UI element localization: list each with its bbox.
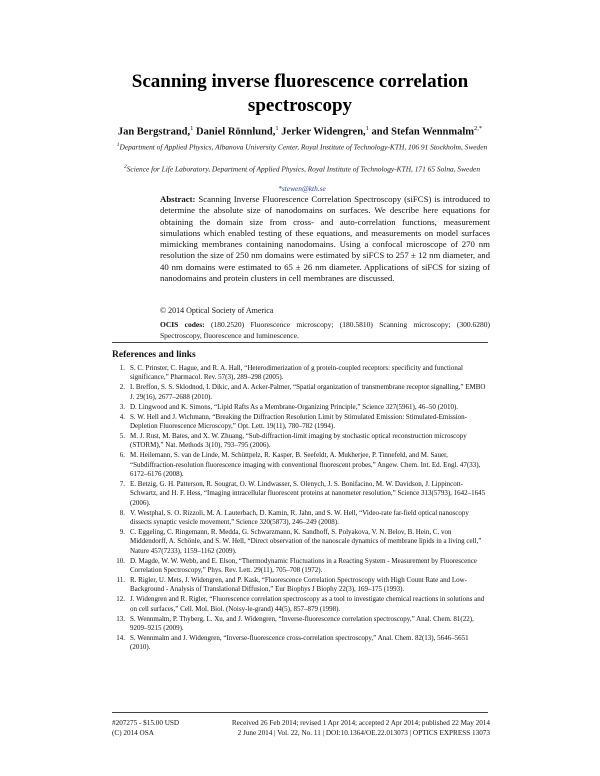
- reference-item: [112, 432, 488, 451]
- reference-item: [112, 634, 488, 653]
- reference-text: R. Rigler, U. Mets, J. Widengren, and P. Kask, “Fluorescence Correlation Spectroscopy with High Count Rate and Low-Background - Analysis of Translational Diffusion,” Eur Biophys J Biophy 22(3), 169–175 (1993).: [130, 575, 467, 594]
- reference-item: [112, 576, 488, 595]
- reference-item: [112, 509, 488, 528]
- copyright-notice: © 2014 Optical Society of America: [160, 306, 274, 315]
- affiliation-marker: 1: [116, 142, 120, 148]
- reference-text: J. Widengren and R. Rigler, “Fluorescence correlation spectroscopy as a tool to investigate chemical reactions in solutions and on cell surfaces,” Cell. Mol. Biol. (Noisy-le-grand) 44(5), 857–879 (1998).: [130, 595, 485, 613]
- author-name: Jan Bergstrand,: [117, 126, 191, 138]
- reference-text: M. Heilemann, S. van de Linde, M. Schüttpelz, R. Kasper, B. Seefeldt, A. Mukherjee, P. Tinnefeld, and M. Sauer, “Subdiffraction-resolution fluorescence imaging with conventional fluorescent probes,” Angew. Chem. Int. Ed. Engl. 47(33), 6172–6176 (2008).: [130, 451, 481, 478]
- reference-item: [112, 413, 488, 432]
- abstract-text: Scanning Inverse Fluorescence Correlation Spectroscopy (siFCS) is introduced to determine the absolute size of nanodomains on surfaces. We describe here equations for obtaining the domain size from cross- and auto-correlation functions, measurement simulations which enabled testing of these equations, and measurements on model surfaces mimicking membranes containing nanodomains. Using a confocal microscope of 270 nm resolution the size of 250 nm domains were estimated by siFCS to 257 ± 12 nm diameter, and 40 nm domains were estimated to 65 ± 26 nm diameter. Applications of siFCS for sizing of nanodomains and protein clusters in cell membranes are discussed.: [160, 194, 491, 283]
- reference-number: 11.: [116, 575, 125, 584]
- reference-number: 12.: [116, 595, 125, 604]
- footer-copyright: (C) 2014 OSA: [112, 729, 154, 737]
- footer-right: [220, 718, 490, 738]
- reference-list: [112, 364, 488, 653]
- author-name: Jerker Widengren,: [281, 126, 366, 138]
- reference-text: D. Lingwood and K. Simons, “Lipid Rafts As a Membrane-Organizing Principle,” Science 327(5961), 46–50 (2010).: [130, 402, 459, 411]
- reference-text: I. Breffon, S. S. Sklodnod, I. Dikic, and A. Acker-Palmer, “Spatial organization of transmembrane receptor signalling,” EMBO J. 29(16), 2677–2688 (2010).: [130, 383, 486, 401]
- author-affiliation-marker: 1: [190, 125, 194, 132]
- reference-item: [112, 595, 488, 614]
- paper-title: Scanning inverse fluorescence correlation spectroscopy: [131, 71, 469, 116]
- author-list: [80, 122, 520, 139]
- reference-item: [112, 480, 488, 508]
- reference-item: [112, 557, 488, 576]
- reference-text: S. W. Hell and J. Wichmann, “Breaking the Diffraction Resolution Limit by Stimulated Emission: Stimulated-Emission-Depletion Fluorescence Microscopy,” Opt. Lett. 19(11), 780–782 (1994).: [130, 412, 467, 430]
- reference-item: [112, 383, 488, 402]
- affiliation-1: [112, 140, 492, 152]
- reference-item: [112, 615, 488, 634]
- reference-item: [112, 364, 488, 383]
- reference-number: 9.: [119, 527, 125, 536]
- ocis-codes: [160, 320, 490, 341]
- publication-dates: Received 26 Feb 2014; revised 1 Apr 2014; accepted 2 Apr 2014; published 22 May 2014: [231, 719, 490, 727]
- reference-item: [112, 403, 488, 412]
- reference-item: [112, 528, 488, 556]
- abstract: [160, 194, 490, 284]
- reference-text: V. Westphal, S. O. Rizzoli, M. A. Lauterbach, D. Kamin, R. Jahn, and S. W. Hell, “Video-rate far-field optical nanoscopy dissects synaptic vesicle movement,” Science 320(5873), 246–249 (2008).: [130, 508, 469, 526]
- ocis-text: (180.2520) Fluorescence microscopy; (180.5810) Scanning microscopy; (300.6280) Spectroscopy, fluorescence and luminescence.: [160, 320, 490, 340]
- reference-text: E. Betzig, G. H. Patterson, R. Sougrat, O. W. Lindwasser, S. Olenych, J. S. Bonifacino, M. W. Davidson, J. Lippincott-Schwartz, and H. F. Hess, “Imaging intracellular fluorescent proteins at nanometer resolution,” Science 313(5793), 1642–1645 (2006).: [130, 479, 486, 507]
- footer-divider: [112, 712, 488, 713]
- affiliation-text: Science for Life Laboratory, Department of Applied Physics, Royal Institute of Technology-KTH, 171 65 Solna, Sweden: [126, 164, 481, 174]
- reference-text: D. Magde, W. W. Webb, and E. Elson, “Thermodynamic Fluctuations in a Reacting System - Measurement by Fluorescence Correlation Spectroscopy,” Phys. Rev. Lett. 29(11), 705–708 (1972).: [130, 556, 477, 575]
- author-name: and Stefan Wennmalm: [371, 126, 475, 138]
- reference-number: 6.: [119, 451, 125, 460]
- reference-text: S. Wennmalm and J. Widengren, “Inverse-fluorescence cross-correlation spectroscopy,” Anal. Chem. 82(13), 5646–5651 (2010).: [130, 633, 469, 652]
- footer-left: [112, 718, 222, 738]
- abstract-label: Abstract:: [160, 194, 196, 204]
- reference-number: 8.: [119, 508, 125, 517]
- divider: [112, 342, 488, 343]
- reference-number: 1.: [119, 364, 125, 372]
- author-affiliation-marker: 2,*: [474, 125, 483, 132]
- affiliation-text: Department of Applied Physics, Albanova University Center, Royal Institute of Technology-KTH, 106 91 Stockholm, Sweden: [119, 142, 488, 152]
- corresponding-email-link[interactable]: *stewen@kth.se: [278, 184, 326, 193]
- author-affiliation-marker: 1: [275, 125, 279, 132]
- reference-text: M. J. Rust, M. Bates, and X. W. Zhuang, “Sub-diffraction-limit imaging by stochastic optical reconstruction microscopy (STORM),” Nat. Methods 3(10), 793–795 (2006).: [130, 431, 467, 450]
- reference-number: 10.: [116, 556, 125, 565]
- author-affiliation-marker: 1: [365, 125, 369, 132]
- references-heading: References and links: [112, 350, 196, 360]
- reference-text: C. Eggeling, C. Ringemann, R. Medda, G. Schwarzmann, K. Sandhoff, S. Polyakova, V. N. Belov, B. Hein, C. von Middendorff, A. Schönle, and S. W. Hell, “Direct observation of the nanoscale dynamics of membrane lipids in a living cell,” Nature 457(7233), 1159–1162 (2009).: [130, 527, 482, 555]
- reference-number: 14.: [116, 633, 125, 642]
- article-price: #207275 - $15.00 USD: [112, 719, 180, 727]
- reference-number: 4.: [119, 412, 125, 421]
- reference-number: 5.: [119, 431, 125, 440]
- reference-number: 7.: [119, 479, 125, 488]
- ocis-label: OCIS codes:: [160, 320, 205, 329]
- reference-item: [112, 451, 488, 479]
- reference-text: S. C. Prinster, C. Hague, and R. A. Hall, “Heterodimerization of g protein-coupled receptors: specificity and functional significance,” Pharmacol. Rev. 57(3), 289–298 (2005).: [130, 364, 463, 382]
- journal-citation: 2 June 2014 | Vol. 22, No. 11 | DOI:10.1364/OE.22.013073 | OPTICS EXPRESS 13073: [237, 729, 490, 737]
- reference-number: 13.: [116, 614, 125, 623]
- reference-number: 3.: [119, 402, 125, 411]
- affiliation-marker: 2: [123, 164, 127, 170]
- reference-text: S. Wennmalm, P. Thyberg, L. Xu, and J. Widengren, “Inverse-fluorescence correlation spectroscopy,” Anal. Chem. 81(22), 9209–9215 (2009).: [130, 614, 474, 632]
- author-name: Daniel Rönnlund,: [196, 126, 276, 138]
- reference-number: 2.: [119, 383, 125, 392]
- affiliation-2: [112, 162, 492, 174]
